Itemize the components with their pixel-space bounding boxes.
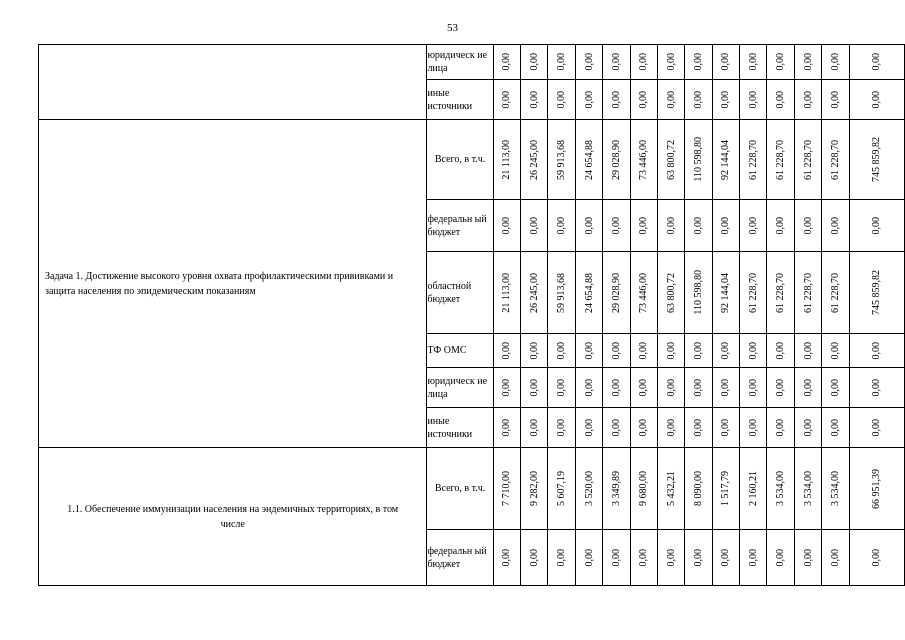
value-text: 61 228,70 bbox=[747, 272, 759, 313]
total-value-cell bbox=[849, 252, 904, 334]
funding-source-cell: юридическ ие лица bbox=[427, 45, 493, 80]
total-value-cell bbox=[849, 200, 904, 252]
value-cell bbox=[493, 252, 520, 334]
value-text: 5 607,19 bbox=[556, 471, 568, 506]
value-cell bbox=[548, 448, 575, 530]
value-text: 0,00 bbox=[693, 341, 705, 360]
total-value-cell bbox=[849, 80, 904, 120]
value-cell bbox=[822, 120, 849, 200]
value-text: 24 654,88 bbox=[583, 272, 595, 313]
value-text: 0,00 bbox=[556, 548, 568, 567]
value-text: 61 228,70 bbox=[802, 272, 814, 313]
value-cell bbox=[493, 368, 520, 408]
value-cell bbox=[575, 368, 602, 408]
value-cell bbox=[712, 334, 739, 368]
value-cell bbox=[767, 80, 794, 120]
value-cell bbox=[767, 120, 794, 200]
value-cell bbox=[575, 80, 602, 120]
value-cell bbox=[822, 530, 849, 586]
value-cell bbox=[712, 530, 739, 586]
funding-source-cell: федеральн ый бюджет bbox=[427, 200, 493, 252]
value-cell bbox=[603, 200, 630, 252]
value-text: 0,00 bbox=[775, 90, 787, 109]
value-cell bbox=[548, 120, 575, 200]
funding-table bbox=[38, 44, 905, 586]
table-row bbox=[39, 448, 905, 530]
funding-source-cell: иные источники bbox=[427, 408, 493, 448]
value-cell bbox=[740, 120, 767, 200]
value-text: 0,00 bbox=[583, 90, 595, 109]
value-text: 0,00 bbox=[583, 548, 595, 567]
value-cell bbox=[685, 448, 712, 530]
value-cell bbox=[657, 530, 684, 586]
value-text: 0,00 bbox=[802, 378, 814, 397]
total-value-cell bbox=[849, 530, 904, 586]
value-text: 0,00 bbox=[610, 341, 622, 360]
value-cell bbox=[767, 530, 794, 586]
value-text: 0,00 bbox=[871, 53, 883, 71]
value-cell bbox=[493, 408, 520, 448]
value-text: 0,00 bbox=[638, 378, 650, 397]
value-text: 0,00 bbox=[802, 216, 814, 235]
value-text: 0,00 bbox=[610, 216, 622, 235]
value-text: 29 028,90 bbox=[610, 139, 622, 180]
value-cell bbox=[685, 408, 712, 448]
value-cell bbox=[767, 334, 794, 368]
value-cell bbox=[603, 530, 630, 586]
value-cell bbox=[657, 120, 684, 200]
funding-table-body bbox=[39, 45, 905, 586]
value-cell bbox=[685, 530, 712, 586]
value-cell bbox=[603, 45, 630, 80]
value-text: 0,00 bbox=[871, 418, 883, 437]
value-text: 110 598,80 bbox=[693, 137, 705, 182]
value-text: 745 859,82 bbox=[871, 137, 883, 182]
value-cell bbox=[794, 334, 821, 368]
value-text: 3 534,00 bbox=[829, 471, 841, 506]
value-text: 0,00 bbox=[871, 216, 883, 235]
value-text: 61 228,70 bbox=[802, 139, 814, 180]
value-cell bbox=[767, 200, 794, 252]
value-text: 0,00 bbox=[638, 216, 650, 235]
value-cell bbox=[603, 334, 630, 368]
value-cell bbox=[630, 368, 657, 408]
value-text: 0,00 bbox=[829, 548, 841, 567]
value-cell bbox=[740, 448, 767, 530]
value-text: 0,00 bbox=[556, 53, 568, 71]
value-cell bbox=[575, 120, 602, 200]
value-text: 0,00 bbox=[829, 418, 841, 437]
value-text: 0,00 bbox=[720, 341, 732, 360]
value-cell bbox=[712, 80, 739, 120]
value-cell bbox=[822, 408, 849, 448]
value-cell bbox=[767, 408, 794, 448]
value-cell bbox=[630, 448, 657, 530]
value-text: 0,00 bbox=[720, 53, 732, 71]
value-cell bbox=[630, 334, 657, 368]
value-text: 0,00 bbox=[528, 418, 540, 437]
value-text: 0,00 bbox=[665, 378, 677, 397]
value-text: 0,00 bbox=[528, 548, 540, 567]
value-cell bbox=[794, 120, 821, 200]
value-text: 0,00 bbox=[747, 53, 759, 71]
value-cell bbox=[521, 334, 548, 368]
value-text: 92 144,04 bbox=[720, 272, 732, 313]
value-text: 0,00 bbox=[720, 418, 732, 437]
value-text: 0,00 bbox=[556, 216, 568, 235]
value-cell bbox=[685, 80, 712, 120]
value-cell bbox=[794, 80, 821, 120]
value-text: 0,00 bbox=[802, 548, 814, 567]
value-cell bbox=[521, 530, 548, 586]
value-cell bbox=[712, 200, 739, 252]
value-cell bbox=[548, 530, 575, 586]
funding-source-cell: Всего, в т.ч. bbox=[427, 120, 493, 200]
value-cell bbox=[657, 45, 684, 80]
value-text: 0,00 bbox=[638, 418, 650, 437]
value-cell bbox=[493, 200, 520, 252]
value-cell bbox=[521, 368, 548, 408]
value-text: 0,00 bbox=[665, 216, 677, 235]
value-text: 0,00 bbox=[528, 378, 540, 397]
value-cell bbox=[822, 368, 849, 408]
task-description-cell: 1.1. Обеспечение иммунизации населения на эндемичных территориях, в том числе bbox=[39, 448, 427, 586]
value-cell bbox=[575, 408, 602, 448]
value-cell bbox=[493, 448, 520, 530]
value-text: 73 446,00 bbox=[638, 272, 650, 313]
value-cell bbox=[685, 252, 712, 334]
value-text: 0,00 bbox=[871, 378, 883, 397]
value-text: 61 228,70 bbox=[829, 272, 841, 313]
value-text: 61 228,70 bbox=[775, 139, 787, 180]
value-cell bbox=[822, 80, 849, 120]
value-text: 66 951,39 bbox=[871, 468, 883, 509]
value-text: 0,00 bbox=[528, 216, 540, 235]
value-cell bbox=[685, 334, 712, 368]
value-text: 0,00 bbox=[747, 548, 759, 567]
value-cell bbox=[740, 200, 767, 252]
value-text: 0,00 bbox=[610, 90, 622, 109]
value-cell bbox=[575, 448, 602, 530]
table-row bbox=[39, 45, 905, 80]
value-text: 24 654,88 bbox=[583, 139, 595, 180]
value-text: 0,00 bbox=[693, 216, 705, 235]
value-cell bbox=[740, 252, 767, 334]
value-cell bbox=[630, 252, 657, 334]
value-cell bbox=[575, 200, 602, 252]
value-cell bbox=[548, 368, 575, 408]
value-text: 0,00 bbox=[556, 378, 568, 397]
value-text: 0,00 bbox=[556, 90, 568, 109]
total-value-cell bbox=[849, 334, 904, 368]
value-cell bbox=[767, 45, 794, 80]
value-cell bbox=[521, 120, 548, 200]
value-text: 59 913,68 bbox=[556, 139, 568, 180]
value-text: 0,00 bbox=[638, 341, 650, 360]
total-value-cell bbox=[849, 45, 904, 80]
value-cell bbox=[493, 530, 520, 586]
funding-source-cell: Всего, в т.ч. bbox=[427, 448, 493, 530]
value-cell bbox=[822, 448, 849, 530]
funding-source-cell: иные источники bbox=[427, 80, 493, 120]
value-text: 0,00 bbox=[802, 53, 814, 71]
value-text: 0,00 bbox=[610, 418, 622, 437]
value-text: 8 090,00 bbox=[693, 471, 705, 506]
value-text: 1 517,79 bbox=[720, 471, 732, 506]
value-text: 0,00 bbox=[501, 378, 513, 397]
value-text: 0,00 bbox=[501, 548, 513, 567]
value-cell bbox=[630, 120, 657, 200]
value-cell bbox=[740, 368, 767, 408]
value-cell bbox=[712, 368, 739, 408]
value-text: 92 144,04 bbox=[720, 139, 732, 180]
value-text: 26 245,00 bbox=[528, 139, 540, 180]
value-text: 0,00 bbox=[693, 418, 705, 437]
value-cell bbox=[794, 408, 821, 448]
value-text: 0,00 bbox=[747, 418, 759, 437]
value-cell bbox=[685, 368, 712, 408]
value-text: 0,00 bbox=[829, 216, 841, 235]
value-cell bbox=[794, 368, 821, 408]
value-text: 3 534,00 bbox=[802, 471, 814, 506]
value-text: 0,00 bbox=[528, 53, 540, 71]
value-text: 0,00 bbox=[610, 548, 622, 567]
value-text: 2 160,21 bbox=[747, 471, 759, 506]
value-text: 0,00 bbox=[747, 216, 759, 235]
value-text: 5 432,21 bbox=[665, 471, 677, 506]
value-text: 0,00 bbox=[638, 90, 650, 109]
value-cell bbox=[767, 368, 794, 408]
value-cell bbox=[657, 448, 684, 530]
value-text: 0,00 bbox=[871, 548, 883, 567]
value-text: 0,00 bbox=[829, 53, 841, 71]
value-text: 0,00 bbox=[665, 341, 677, 360]
value-cell bbox=[685, 200, 712, 252]
value-cell bbox=[548, 334, 575, 368]
value-text: 0,00 bbox=[665, 548, 677, 567]
value-text: 0,00 bbox=[829, 378, 841, 397]
value-text: 0,00 bbox=[665, 90, 677, 109]
total-value-cell bbox=[849, 368, 904, 408]
value-text: 0,00 bbox=[693, 548, 705, 567]
value-text: 61 228,70 bbox=[775, 272, 787, 313]
value-text: 0,00 bbox=[775, 548, 787, 567]
value-text: 0,00 bbox=[501, 341, 513, 360]
table-row bbox=[39, 120, 905, 200]
value-text: 0,00 bbox=[610, 378, 622, 397]
value-cell bbox=[630, 200, 657, 252]
value-cell bbox=[521, 408, 548, 448]
value-text: 7 710,00 bbox=[501, 471, 513, 506]
value-text: 0,00 bbox=[775, 53, 787, 71]
value-cell bbox=[630, 80, 657, 120]
value-text: 0,00 bbox=[802, 341, 814, 360]
value-text: 0,00 bbox=[583, 378, 595, 397]
value-cell bbox=[493, 120, 520, 200]
value-text: 0,00 bbox=[747, 90, 759, 109]
value-cell bbox=[493, 80, 520, 120]
funding-source-cell: федеральн ый бюджет bbox=[427, 530, 493, 586]
value-text: 0,00 bbox=[501, 90, 513, 109]
page-number: 53 bbox=[447, 22, 458, 34]
value-text: 0,00 bbox=[501, 216, 513, 235]
value-cell bbox=[794, 200, 821, 252]
value-text: 0,00 bbox=[665, 53, 677, 71]
value-cell bbox=[575, 252, 602, 334]
value-cell bbox=[603, 80, 630, 120]
value-cell bbox=[822, 200, 849, 252]
value-cell bbox=[603, 448, 630, 530]
value-text: 0,00 bbox=[775, 341, 787, 360]
value-text: 0,00 bbox=[501, 53, 513, 71]
total-value-cell bbox=[849, 408, 904, 448]
value-cell bbox=[685, 120, 712, 200]
value-cell bbox=[794, 45, 821, 80]
value-text: 0,00 bbox=[775, 418, 787, 437]
value-text: 73 446,00 bbox=[638, 139, 650, 180]
value-text: 0,00 bbox=[775, 216, 787, 235]
value-cell bbox=[712, 45, 739, 80]
value-text: 61 228,70 bbox=[747, 139, 759, 180]
value-cell bbox=[521, 252, 548, 334]
value-text: 0,00 bbox=[829, 341, 841, 360]
value-text: 0,00 bbox=[775, 378, 787, 397]
value-cell bbox=[493, 334, 520, 368]
value-cell bbox=[548, 80, 575, 120]
value-cell bbox=[657, 408, 684, 448]
value-text: 29 028,90 bbox=[610, 272, 622, 313]
value-text: 63 800,72 bbox=[665, 139, 677, 180]
value-cell bbox=[712, 448, 739, 530]
value-cell bbox=[603, 368, 630, 408]
value-text: 0,00 bbox=[528, 341, 540, 360]
value-cell bbox=[740, 408, 767, 448]
value-text: 0,00 bbox=[556, 341, 568, 360]
value-text: 0,00 bbox=[747, 378, 759, 397]
value-cell bbox=[740, 530, 767, 586]
value-text: 59 913,68 bbox=[556, 272, 568, 313]
value-cell bbox=[712, 120, 739, 200]
value-text: 0,00 bbox=[528, 90, 540, 109]
value-cell bbox=[521, 200, 548, 252]
value-text: 21 113,00 bbox=[501, 272, 513, 313]
value-cell bbox=[794, 448, 821, 530]
value-cell bbox=[630, 45, 657, 80]
value-cell bbox=[794, 530, 821, 586]
funding-source-cell: ТФ ОМС bbox=[427, 334, 493, 368]
value-cell bbox=[521, 80, 548, 120]
value-cell bbox=[657, 334, 684, 368]
value-cell bbox=[603, 408, 630, 448]
value-cell bbox=[657, 368, 684, 408]
value-cell bbox=[630, 530, 657, 586]
value-cell bbox=[603, 120, 630, 200]
value-cell bbox=[575, 334, 602, 368]
value-cell bbox=[712, 252, 739, 334]
value-cell bbox=[712, 408, 739, 448]
value-cell bbox=[657, 252, 684, 334]
task-description-cell: Задача 1. Достижение высокого уровня охвата профилактическими прививками и защита населения по эпидемическим показаниям bbox=[39, 120, 427, 448]
value-cell bbox=[740, 80, 767, 120]
funding-source-cell: областной бюджет bbox=[427, 252, 493, 334]
value-cell bbox=[603, 252, 630, 334]
value-text: 0,00 bbox=[720, 378, 732, 397]
value-cell bbox=[575, 45, 602, 80]
value-cell bbox=[657, 200, 684, 252]
value-cell bbox=[548, 200, 575, 252]
value-text: 0,00 bbox=[747, 341, 759, 360]
value-text: 0,00 bbox=[802, 90, 814, 109]
value-text: 26 245,00 bbox=[528, 272, 540, 313]
value-text: 0,00 bbox=[501, 418, 513, 437]
value-text: 0,00 bbox=[829, 90, 841, 109]
value-text: 9 282,00 bbox=[528, 471, 540, 506]
value-cell bbox=[548, 408, 575, 448]
value-text: 0,00 bbox=[720, 90, 732, 109]
value-text: 21 113,00 bbox=[501, 139, 513, 180]
value-text: 0,00 bbox=[693, 90, 705, 109]
value-cell bbox=[657, 80, 684, 120]
value-cell bbox=[767, 448, 794, 530]
value-text: 110 598,80 bbox=[693, 270, 705, 315]
value-text: 9 680,00 bbox=[638, 471, 650, 506]
value-cell bbox=[822, 45, 849, 80]
value-cell bbox=[822, 252, 849, 334]
value-text: 3 349,89 bbox=[610, 471, 622, 506]
value-cell bbox=[630, 408, 657, 448]
value-cell bbox=[767, 252, 794, 334]
funding-source-cell: юридическ ие лица bbox=[427, 368, 493, 408]
value-cell bbox=[521, 448, 548, 530]
value-cell bbox=[794, 252, 821, 334]
value-cell bbox=[493, 45, 520, 80]
value-cell bbox=[685, 45, 712, 80]
value-text: 0,00 bbox=[720, 548, 732, 567]
value-text: 0,00 bbox=[583, 216, 595, 235]
value-text: 0,00 bbox=[638, 548, 650, 567]
value-text: 0,00 bbox=[583, 53, 595, 71]
value-text: 0,00 bbox=[693, 378, 705, 397]
value-text: 61 228,70 bbox=[829, 139, 841, 180]
value-text: 0,00 bbox=[610, 53, 622, 71]
value-cell bbox=[548, 45, 575, 80]
value-text: 0,00 bbox=[638, 53, 650, 71]
value-cell bbox=[548, 252, 575, 334]
value-text: 0,00 bbox=[871, 341, 883, 360]
value-text: 63 800,72 bbox=[665, 272, 677, 313]
total-value-cell bbox=[849, 120, 904, 200]
value-text: 0,00 bbox=[583, 418, 595, 437]
value-cell bbox=[740, 45, 767, 80]
value-text: 0,00 bbox=[556, 418, 568, 437]
value-text: 3 520,00 bbox=[583, 471, 595, 506]
value-text: 0,00 bbox=[871, 90, 883, 109]
task-description-cell bbox=[39, 45, 427, 120]
total-value-cell bbox=[849, 448, 904, 530]
value-cell bbox=[575, 530, 602, 586]
value-text: 0,00 bbox=[583, 341, 595, 360]
value-text: 0,00 bbox=[802, 418, 814, 437]
value-cell bbox=[740, 334, 767, 368]
value-text: 745 859,82 bbox=[871, 270, 883, 315]
value-text: 0,00 bbox=[720, 216, 732, 235]
value-text: 3 534,00 bbox=[775, 471, 787, 506]
value-text: 0,00 bbox=[665, 418, 677, 437]
value-cell bbox=[822, 334, 849, 368]
value-cell bbox=[521, 45, 548, 80]
value-text: 0,00 bbox=[693, 53, 705, 71]
